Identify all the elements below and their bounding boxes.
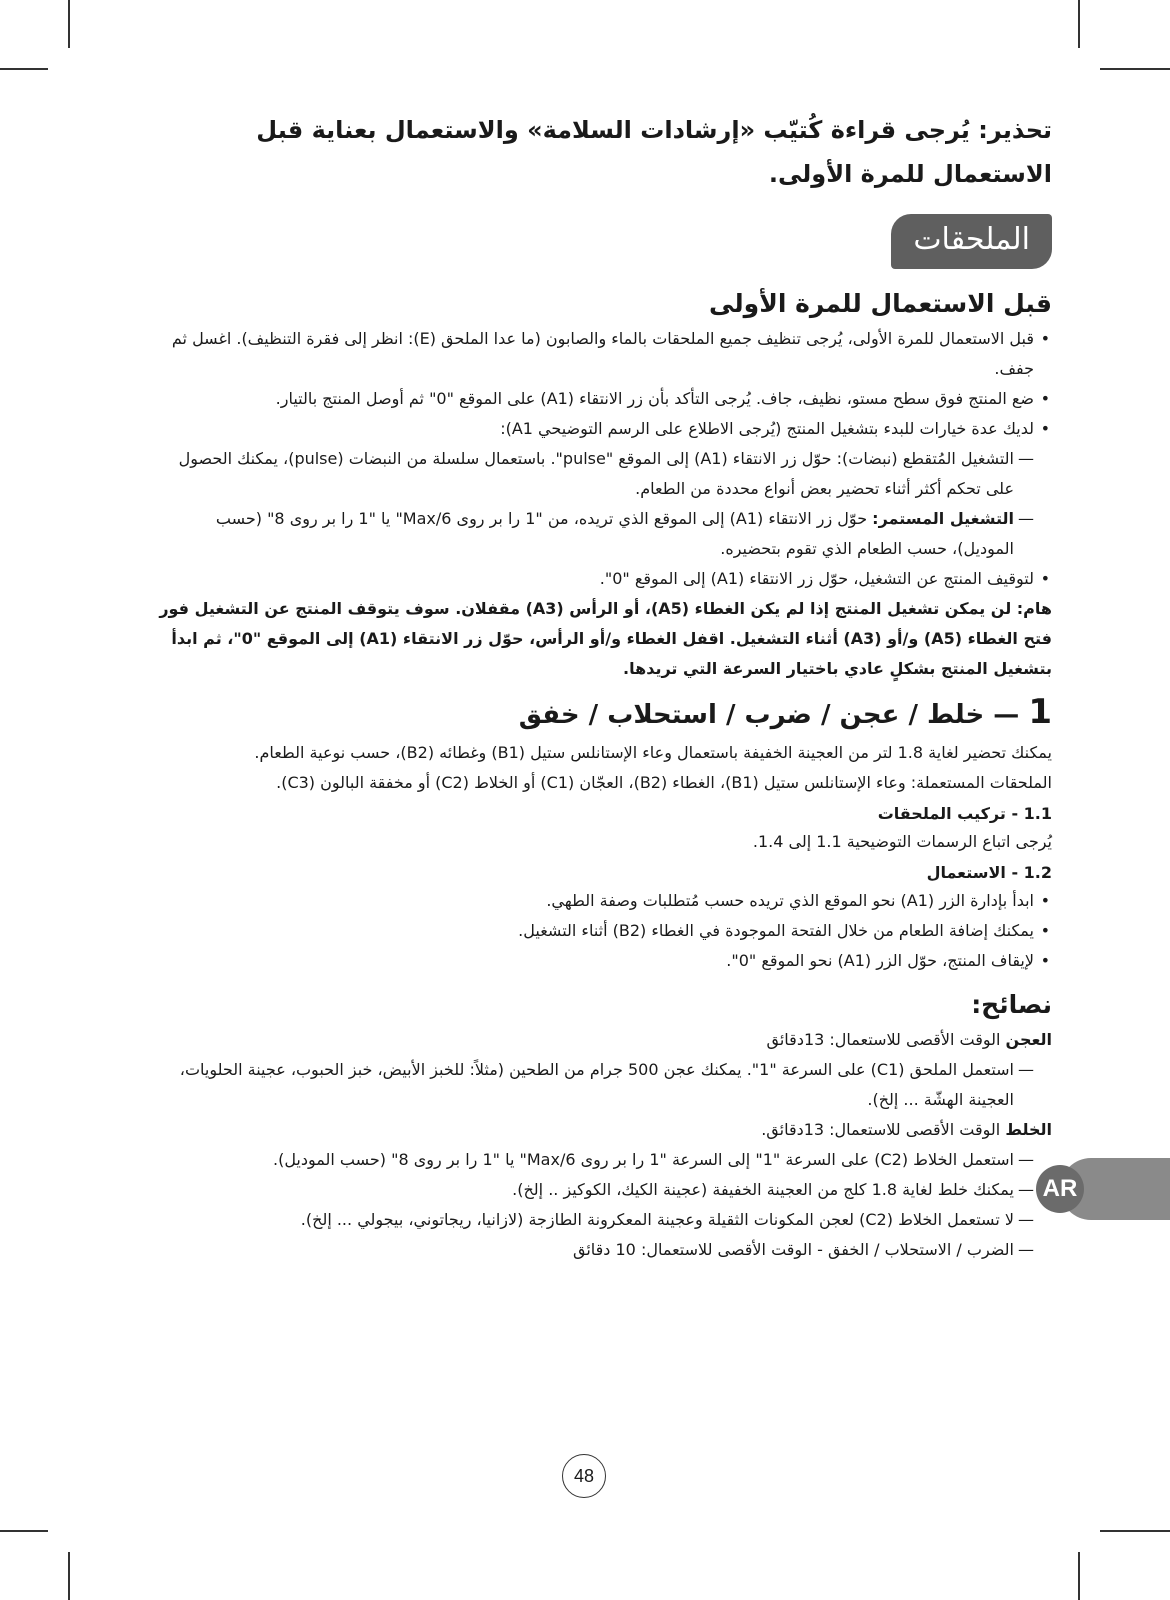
mixing-time: الوقت الأقصى للاستعمال: 13دقائق.	[761, 1120, 1006, 1139]
page-number: 48	[562, 1454, 606, 1498]
first-use-list	[150, 324, 1052, 444]
crop-mark	[68, 1552, 70, 1600]
kneading-label: العجن	[1005, 1030, 1052, 1049]
section1-title: — خلط / عجن / ضرب / استحلاب / خفق	[518, 700, 1020, 730]
section1-heading	[150, 692, 1052, 732]
section-number: 1	[1028, 692, 1052, 732]
list-item: • لتوقيف المنتج عن التشغيل، حوّل زر الانتقاء (A1) إلى الموقع "0".	[150, 564, 1052, 594]
kneading-list	[150, 1055, 1052, 1115]
usage-list	[150, 886, 1052, 976]
kneading-line	[150, 1025, 1052, 1055]
list-item: — استعمل الملحق (C1) على السرعة "1". يمكنك عجن 500 جرام من الطحين (مثلاً: للخبز الأبيض، خبز الحبوب، عجينة الحلويات، العجينة الهشّة ... إلخ).	[150, 1055, 1034, 1115]
list-item	[150, 504, 1034, 564]
list-item: — الضرب / الاستحلاب / الخفق - الوقت الأقصى للاستعمال: 10 دقائق	[150, 1235, 1034, 1265]
crop-mark	[1078, 0, 1080, 48]
list-item: — يمكنك خلط لغاية 1.8 كلج من العجينة الخفيفة (عجينة الكيك، الكوكيز .. إلخ).	[150, 1175, 1034, 1205]
list-item: • قبل الاستعمال للمرة الأولى، يُرجى تنظيف جميع الملحقات بالماء والصابون (ما عدا الملحق (E): انظر إلى فقرة التنظيف). اغسل ثم جفف.	[150, 324, 1052, 384]
kneading-time: الوقت الأقصى للاستعمال: 13دقائق	[766, 1030, 1006, 1049]
section-title: الملحقات	[891, 214, 1052, 269]
start-options-list	[150, 444, 1052, 564]
crop-mark	[0, 1530, 48, 1532]
list-item: • ضع المنتج فوق سطح مستو، نظيف، جاف. يُرجى التأكد بأن زر الانتقاء (A1) على الموقع "0" ثم أوصل المنتج بالتيار.	[150, 384, 1052, 414]
mixing-label: الخلط	[1005, 1120, 1052, 1139]
crop-mark	[68, 0, 70, 48]
warning-text: تحذير: يُرجى قراءة كُتيّب «إرشادات السلامة» والاستعمال بعناية قبل الاستعمال للمرة الأولى.	[256, 116, 1052, 188]
continuous-label: التشغيل المستمر:	[872, 509, 1014, 528]
stop-list	[150, 564, 1052, 594]
crop-mark	[1100, 1530, 1170, 1532]
subsection-title: 1.1 - تركيب الملحقات	[877, 804, 1052, 823]
subsection-title: 1.2 - الاستعمال	[926, 863, 1052, 882]
section1-intro: يمكنك تحضير لغاية 1.8 لتر من العجينة الخفيفة باستعمال وعاء الإستانلس ستيل (B1) وغطائه (B2)، حسب نوعية الطعام.	[254, 743, 1052, 762]
mixing-list	[150, 1145, 1052, 1265]
tips-heading: نصائح:	[971, 990, 1052, 1019]
subsection-text: يُرجى اتباع الرسمات التوضيحية 1.1 إلى 1.4.	[752, 832, 1052, 851]
section1-accessories: الملحقات المستعملة: وعاء الإستانلس ستيل (B1)، الغطاء (B2)، العجّان (C1) أو الخلاط (C2) أو مخفقة البالون (C3).	[276, 773, 1052, 792]
list-item: — استعمل الخلاط (C2) على السرعة "1" إلى السرعة "1 را بر روی Max/6" یا "1 را بر روی 8" (حسب الموديل).	[150, 1145, 1034, 1175]
first-use-heading: قبل الاستعمال للمرة الأولى	[709, 289, 1052, 318]
page-content	[150, 108, 1052, 1265]
list-item: • لإيقاف المنتج، حوّل الزر (A1) نحو الموقع "0".	[150, 946, 1052, 976]
list-item: • يمكنك إضافة الطعام من خلال الفتحة الموجودة في الغطاء (B2) أثناء التشغيل.	[150, 916, 1052, 946]
mixing-line	[150, 1115, 1052, 1145]
crop-mark	[0, 68, 48, 70]
list-item: • ابدأ بإدارة الزر (A1) نحو الموقع الذي تريده حسب مُتطلبات وصفة الطهي.	[150, 886, 1052, 916]
crop-mark	[1078, 1552, 1080, 1600]
list-item: — التشغيل المُتقطع (نبضات): حوّل زر الانتقاء (A1) إلى الموقع "pulse". باستعمال سلسلة من النبضات (pulse)، يمكنك الحصول على تحكم أكثر أثناء تحضير بعض أنواع محددة من الطعام.	[150, 444, 1034, 504]
crop-mark	[1100, 68, 1170, 70]
important-note: هام: لن يمكن تشغيل المنتج إذا لم يكن الغطاء (A5)، أو الرأس (A3) مقفلان. سوف يتوقف المنتج عن التشغيل فور فتح الغطاء (A5) و/أو (A3) أثناء التشغيل. اقفل الغطاء و/أو الرأس، حوّل زر الانتقاء (A1) إلى الموقع "0"، ثم ابدأ بتشغيل المنتج بشكلٍ عادي باختيار السرعة التي تريدها.	[159, 599, 1052, 678]
continuous-text: حوّل زر الانتقاء (A1) إلى الموقع الذي تريده، من "1 را بر روی Max/6" یا "1 را بر روی 8" (حسب الموديل)، حسب الطعام الذي تقوم بتحضيره.	[215, 509, 1014, 558]
list-item: — لا تستعمل الخلاط (C2) لعجن المكونات الثقيلة وعجينة المعكرونة الطازجة (لازانيا، ريجاتوني، بيجولي ... إلخ).	[150, 1205, 1034, 1235]
language-badge: AR	[1036, 1165, 1084, 1213]
list-item: • لديك عدة خيارات للبدء بتشغيل المنتج (يُرجى الاطلاع على الرسم التوضيحي A1):	[150, 414, 1052, 444]
